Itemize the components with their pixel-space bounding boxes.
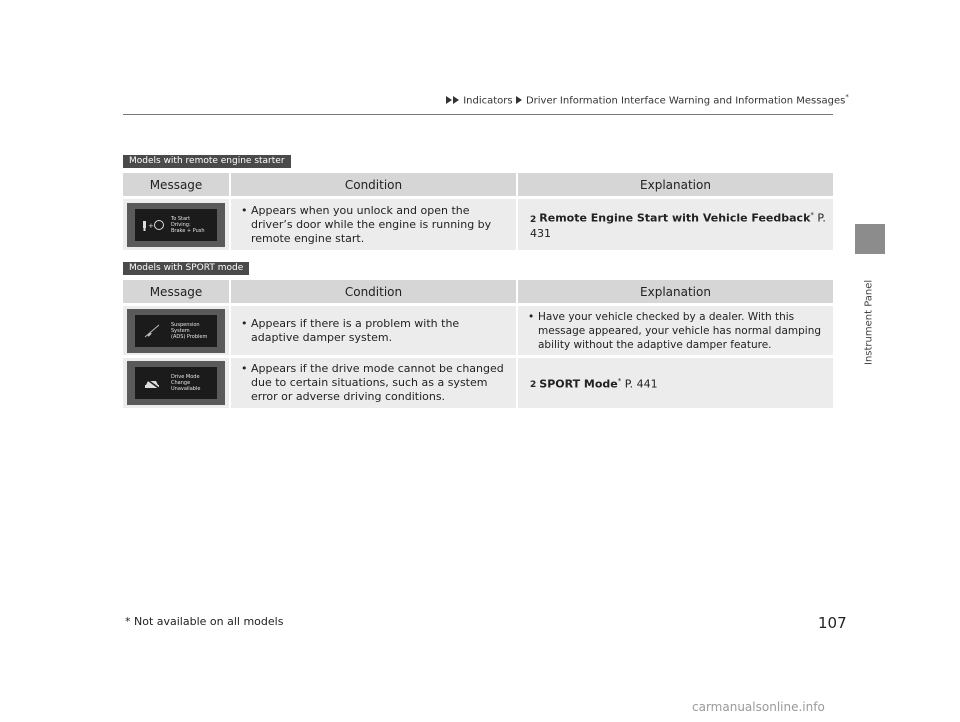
drive-mode-icon	[141, 376, 165, 390]
footnote: * Not available on all models	[125, 615, 284, 628]
xref-arrow-icon: 2	[530, 380, 537, 391]
model-tag-sport-mode: Models with SPORT mode	[123, 262, 249, 275]
xref-page: P. 441	[624, 377, 658, 391]
xref-marker: *	[617, 376, 622, 385]
bullet-icon: •	[241, 316, 248, 330]
condition-cell	[231, 355, 518, 408]
table-row	[123, 303, 833, 355]
condition-text: Appears when you unlock and open the driver’s door while the engine is running by remote engine start.	[251, 203, 492, 245]
xref-link[interactable]: Remote Engine Start with Vehicle Feedback	[539, 211, 811, 225]
breadcrumb-arrow-icon	[446, 96, 452, 104]
table-header-row	[123, 280, 833, 303]
breadcrumb-arrow-icon	[516, 96, 522, 104]
table-row	[123, 196, 833, 250]
chapter-tab[interactable]	[855, 224, 885, 254]
screen-text: To Start Driving: Brake + Push	[171, 215, 205, 234]
breadcrumb	[446, 93, 849, 106]
explanation-cell	[518, 196, 833, 250]
table-header-row	[123, 173, 833, 196]
message-screen	[127, 203, 225, 247]
breadcrumb-arrow-icon	[453, 96, 459, 104]
suspension-warning-icon	[141, 324, 165, 338]
breadcrumb-page[interactable]: Driver Information Interface Warning and Information Messages	[525, 95, 846, 107]
condition-text: Appears if the drive mode cannot be changed due to certain situations, such as a system error or adverse driving conditions.	[251, 362, 504, 403]
explanation-cell	[518, 355, 833, 408]
header-condition: Condition	[231, 173, 518, 196]
table-remote-starter	[123, 173, 833, 250]
bullet-icon: •	[241, 203, 248, 217]
header-message: Message	[123, 173, 231, 196]
screen-text: Drive Mode Change Unavailable	[171, 374, 201, 392]
bullet-icon: •	[528, 310, 535, 323]
breadcrumb-section[interactable]: Indicators	[463, 95, 513, 107]
message-cell	[123, 303, 231, 355]
watermark: carmanualsonline.info	[692, 700, 825, 714]
explanation-text: Have your vehicle checked by a dealer. With this message appeared, your vehicle has normal damping ability without the adaptive damper feature.	[538, 310, 822, 351]
header-rule	[123, 114, 833, 115]
table-sport-mode	[123, 280, 833, 408]
header-message: Message	[123, 280, 231, 303]
header-condition: Condition	[231, 280, 518, 303]
page-number: 107	[818, 614, 847, 632]
xref-page: P. 431	[530, 211, 826, 240]
message-cell	[123, 196, 231, 250]
model-tag-remote-starter: Models with remote engine starter	[123, 155, 291, 168]
key-remote-start-icon	[141, 218, 165, 232]
screen-text: Suspension System (ADS) Problem	[171, 321, 208, 340]
explanation-cell	[518, 303, 833, 355]
xref-link[interactable]: SPORT Mode	[539, 377, 618, 391]
condition-cell	[231, 303, 518, 355]
message-screen	[127, 361, 225, 405]
chapter-label: Instrument Panel	[863, 279, 875, 365]
condition-cell	[231, 196, 518, 250]
xref-marker: *	[810, 211, 814, 220]
message-cell	[123, 355, 231, 408]
xref-arrow-icon: 2	[530, 214, 537, 225]
condition-text: Appears if there is a problem with the adaptive damper system.	[251, 316, 460, 344]
header-explanation: Explanation	[518, 173, 833, 196]
message-screen	[127, 309, 225, 353]
table-row	[123, 355, 833, 408]
svg-text:+: +	[148, 221, 154, 230]
header-explanation: Explanation	[518, 280, 833, 303]
bullet-icon: •	[241, 362, 248, 375]
breadcrumb-marker: *	[845, 93, 849, 101]
